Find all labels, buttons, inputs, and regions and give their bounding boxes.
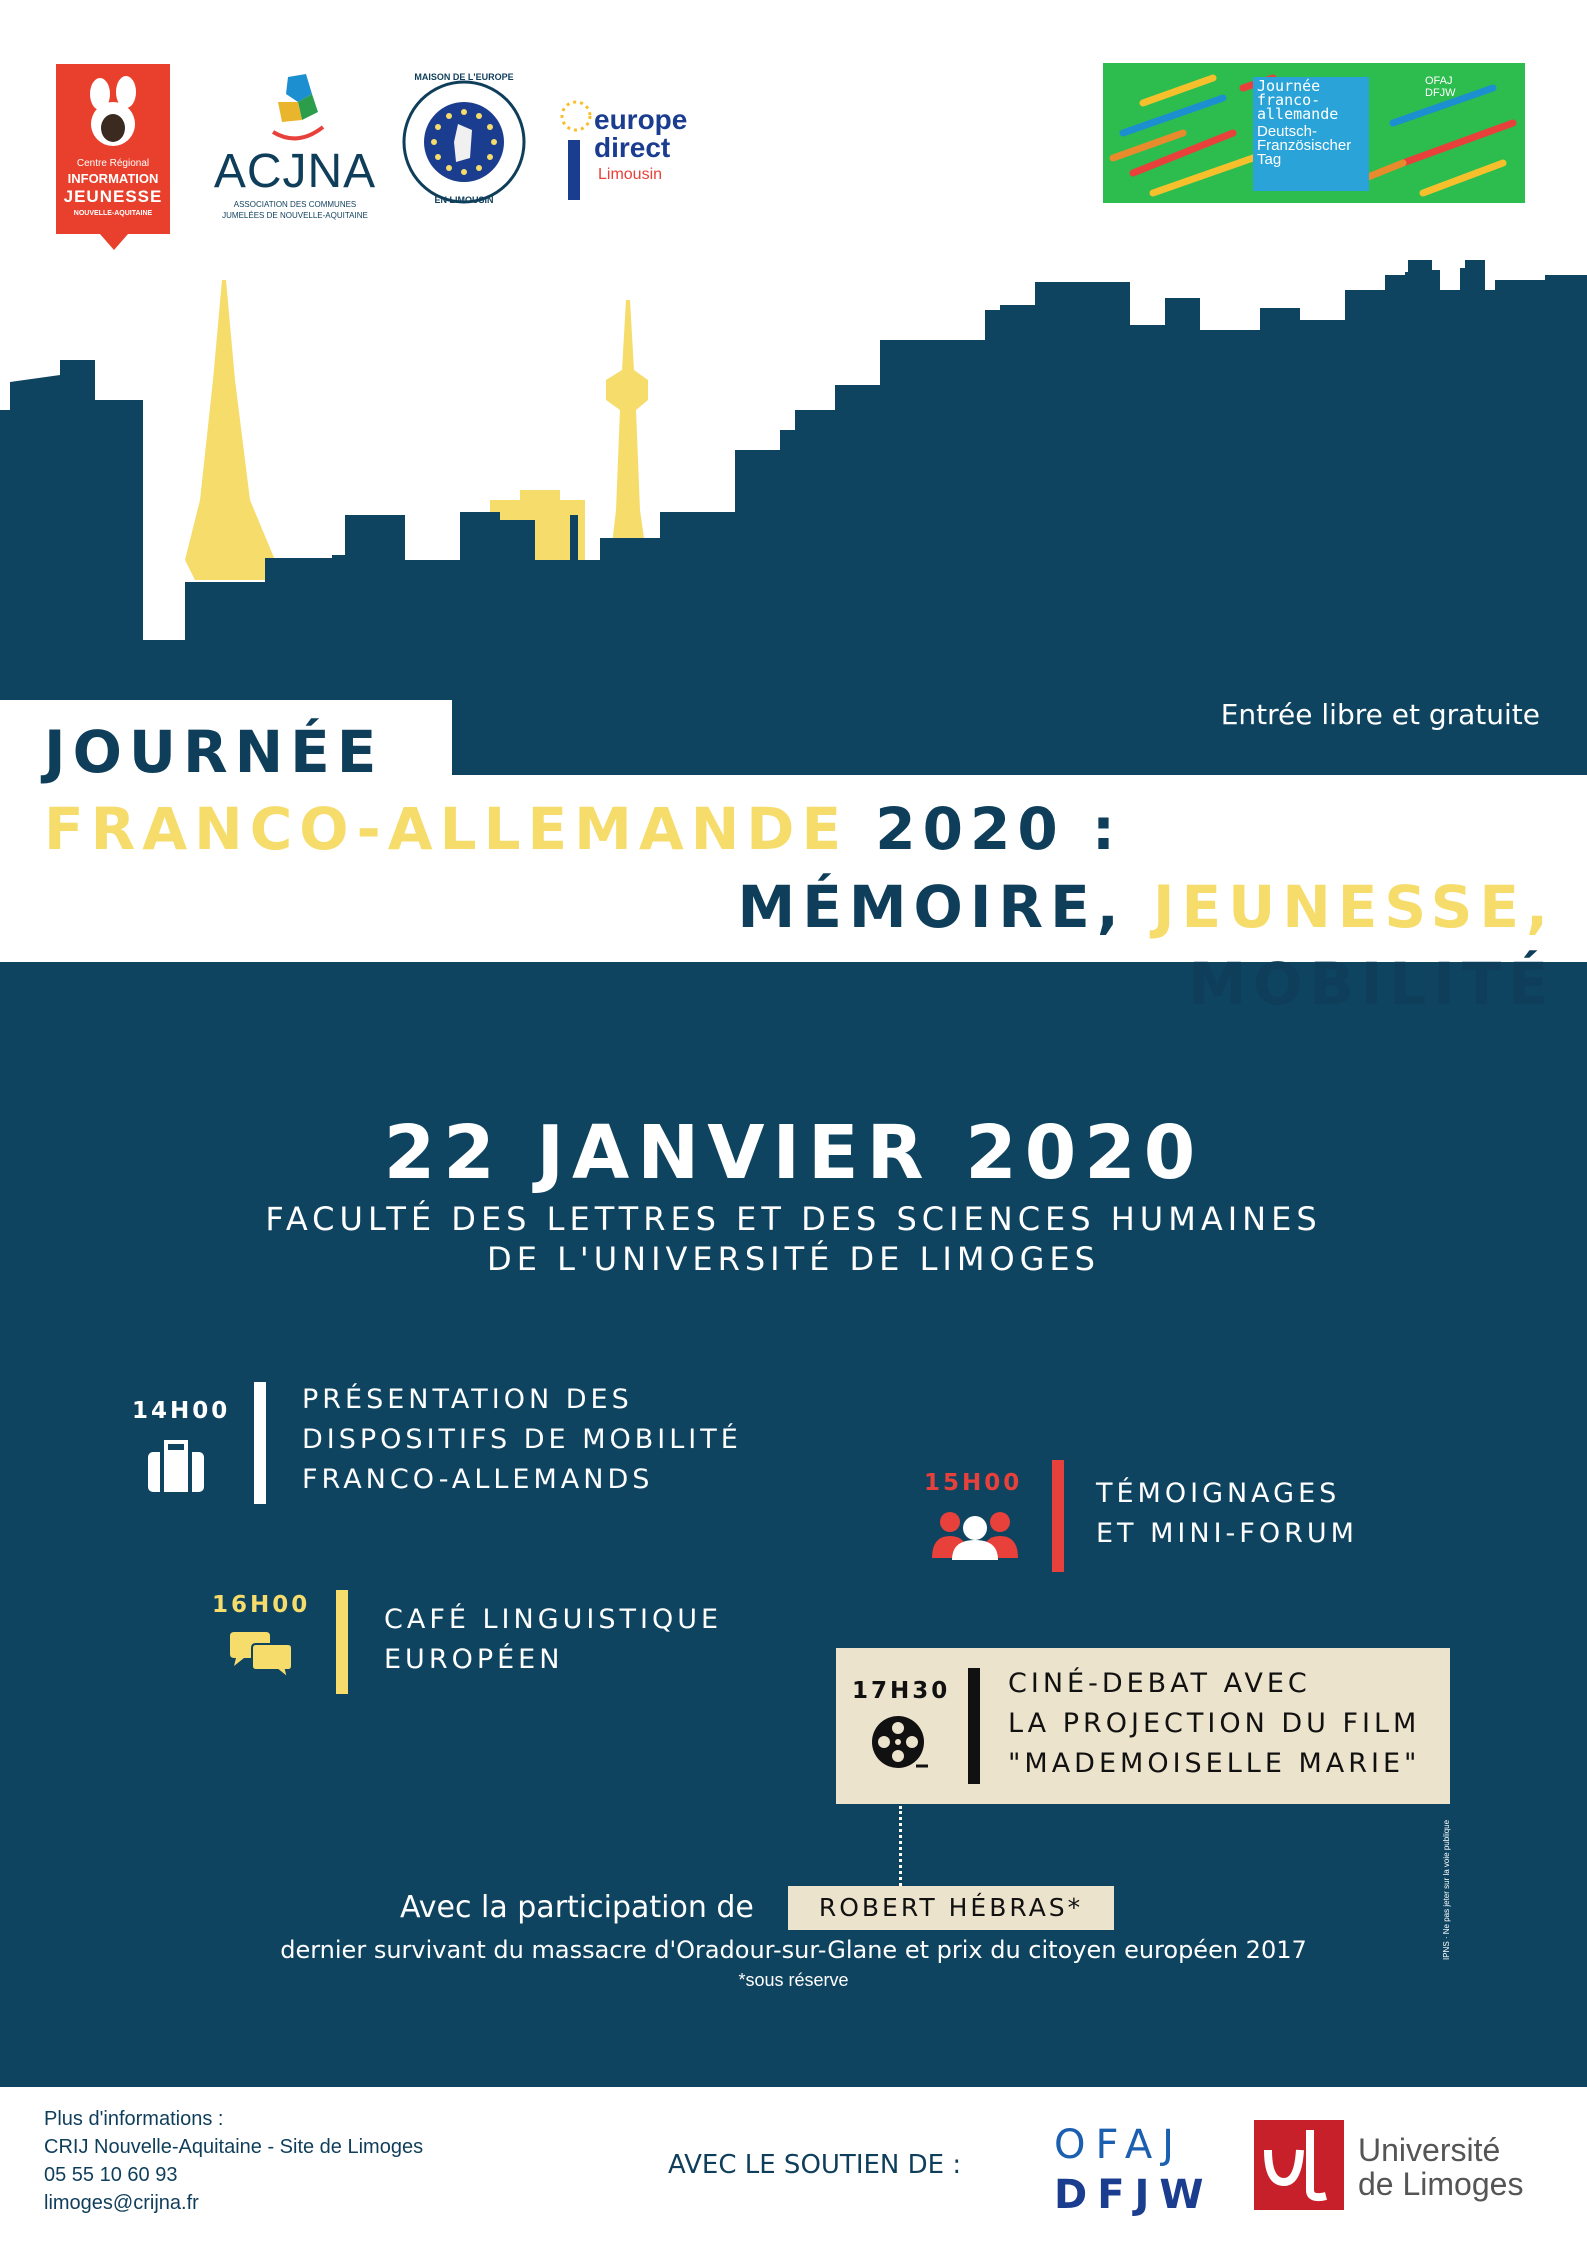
participation-prefix: Avec la participation de xyxy=(400,1890,754,1925)
europe-direct-emblem-icon xyxy=(556,96,596,206)
badge-fr3: allemande xyxy=(1257,105,1339,123)
maison-europe-top: MAISON DE L'EUROPE xyxy=(414,72,514,82)
footer-info-title: Plus d'informations : xyxy=(44,2108,224,2130)
crij-line3: JEUNESSE xyxy=(63,187,163,206)
sched-14h00-line3: FRANCO-ALLEMANDS xyxy=(302,1464,654,1495)
briefcase-icon xyxy=(146,1440,206,1494)
title-band-left xyxy=(0,962,1148,1042)
acjna-sub2: JUMELÉES DE NOUVELLE-AQUITAINE xyxy=(222,211,368,220)
dotted-connector xyxy=(899,1806,902,1886)
maison-europe-logo xyxy=(400,72,528,212)
participation-desc: dernier survivant du massacre d'Oradour-sur-Glane et prix du citoyen européen 2017 xyxy=(280,1936,1307,1964)
title-line4: MOBILITÉ xyxy=(1188,950,1555,1018)
acjna-sub1: ASSOCIATION DES COMMUNES xyxy=(233,200,357,209)
europe-direct-line2: direct xyxy=(594,132,671,163)
sched-15h00-line2: ET MINI-FORUM xyxy=(1096,1518,1358,1549)
sched-17h30-line1: CINÉ-DEBAT AVEC xyxy=(1008,1668,1311,1699)
crij-line1: Centre Régional xyxy=(76,158,150,169)
landmarks xyxy=(185,280,650,580)
side-note: IPNS · Ne pas jeter sur la voie publique xyxy=(1442,1819,1451,1960)
time-14h00: 14H00 xyxy=(132,1398,231,1424)
bar-16h00 xyxy=(336,1590,348,1694)
sched-17h30-line2: LA PROJECTION DU FILM xyxy=(1008,1708,1421,1739)
title-line2 xyxy=(44,795,1122,863)
sched-14h00-text xyxy=(302,1380,742,1500)
title-line3 xyxy=(737,873,1555,941)
ofaj-text: OFAJ xyxy=(1054,2122,1184,2168)
univ-line1: Université xyxy=(1358,2132,1501,2168)
sched-15h00-line1: TÉMOIGNAGES xyxy=(1096,1478,1341,1509)
people-icon xyxy=(932,1508,1018,1560)
participant-name: ROBERT HÉBRAS* xyxy=(818,1893,1084,1922)
europe-direct-line1: europe xyxy=(594,104,688,135)
europe-direct-logo xyxy=(556,86,696,206)
sched-16h00-line1: CAFÉ LINGUISTIQUE xyxy=(384,1604,723,1635)
maison-europe-bottom: EN LIMOUSIN xyxy=(434,195,494,205)
title-line1: JOURNÉE xyxy=(44,718,384,786)
journee-badge-logo xyxy=(1103,63,1525,203)
city-skyline xyxy=(0,260,1587,700)
title-line2-yellow: FRANCO-ALLEMANDE xyxy=(44,795,849,863)
sched-14h00-line2: DISPOSITIFS DE MOBILITÉ xyxy=(302,1424,742,1455)
ofaj-logo xyxy=(1054,2122,1214,2232)
venue-line2: DE L'UNIVERSITÉ DE LIMOGES xyxy=(487,1240,1100,1278)
film-reel-icon xyxy=(870,1714,930,1774)
dfjw-text: DFJW xyxy=(1054,2172,1214,2218)
title-line3-dark: MÉMOIRE, xyxy=(737,873,1153,941)
badge-de2: Französischer xyxy=(1257,137,1352,154)
univ-line2: de Limoges xyxy=(1358,2166,1524,2202)
footer-phone[interactable]: 05 55 10 60 93 xyxy=(44,2164,178,2186)
footer-org: CRIJ Nouvelle-Aquitaine - Site de Limoges xyxy=(44,2136,424,2158)
time-17h30: 17H30 xyxy=(852,1678,951,1704)
ul-monogram-icon xyxy=(1254,2120,1344,2210)
crij-line2: INFORMATION xyxy=(67,171,159,186)
sched-16h00-text xyxy=(384,1600,722,1680)
badge-org: OFAJ DFJW xyxy=(1425,75,1456,99)
entry-free-text: Entrée libre et gratuite xyxy=(1220,698,1540,731)
badge-fr1: Journée xyxy=(1257,77,1321,95)
crij-mascot-icon xyxy=(78,74,148,154)
europe-direct-line3: Limousin xyxy=(598,166,663,183)
title-line2-rest: 2020 : xyxy=(848,795,1123,863)
chat-bubbles-icon xyxy=(228,1632,294,1680)
sched-14h00-line1: PRÉSENTATION DES xyxy=(302,1384,633,1415)
badge-de1: Deutsch- xyxy=(1257,123,1318,140)
sched-17h30-text xyxy=(1008,1664,1420,1784)
crij-line4: NOUVELLE-AQUITAINE xyxy=(73,210,153,217)
bar-17h30 xyxy=(968,1668,980,1784)
badge-de3: Tag xyxy=(1257,151,1282,168)
acjna-logo xyxy=(200,72,390,232)
universite-limoges-logo xyxy=(1254,2120,1544,2220)
event-date: 22 JANVIER 2020 xyxy=(383,1110,1204,1196)
sched-16h00-line2: EUROPÉEN xyxy=(384,1644,564,1675)
sched-17h30-line3: "MADEMOISELLE MARIE" xyxy=(1008,1748,1421,1779)
time-16h00: 16H00 xyxy=(212,1592,311,1618)
crij-logo xyxy=(56,64,170,234)
bar-14h00 xyxy=(254,1382,266,1504)
support-label: AVEC LE SOUTIEN DE : xyxy=(668,2150,962,2180)
badge-fr2: franco- xyxy=(1257,91,1321,109)
maison-europe-emblem-icon xyxy=(400,72,528,212)
footer-email[interactable]: limoges@crijna.fr xyxy=(44,2192,199,2214)
bar-15h00 xyxy=(1052,1460,1064,1572)
sched-15h00-text xyxy=(1096,1474,1358,1554)
acjna-emblem-icon xyxy=(268,72,328,142)
participation-note: *sous réserve xyxy=(738,1970,849,1990)
venue-line1: FACULTÉ DES LETTRES ET DES SCIENCES HUMAINES xyxy=(265,1200,1322,1238)
time-15h00: 15H00 xyxy=(924,1470,1023,1496)
title-line3-yellow: JEUNESSE, xyxy=(1152,873,1555,941)
acjna-name: ACJNA xyxy=(213,145,377,198)
